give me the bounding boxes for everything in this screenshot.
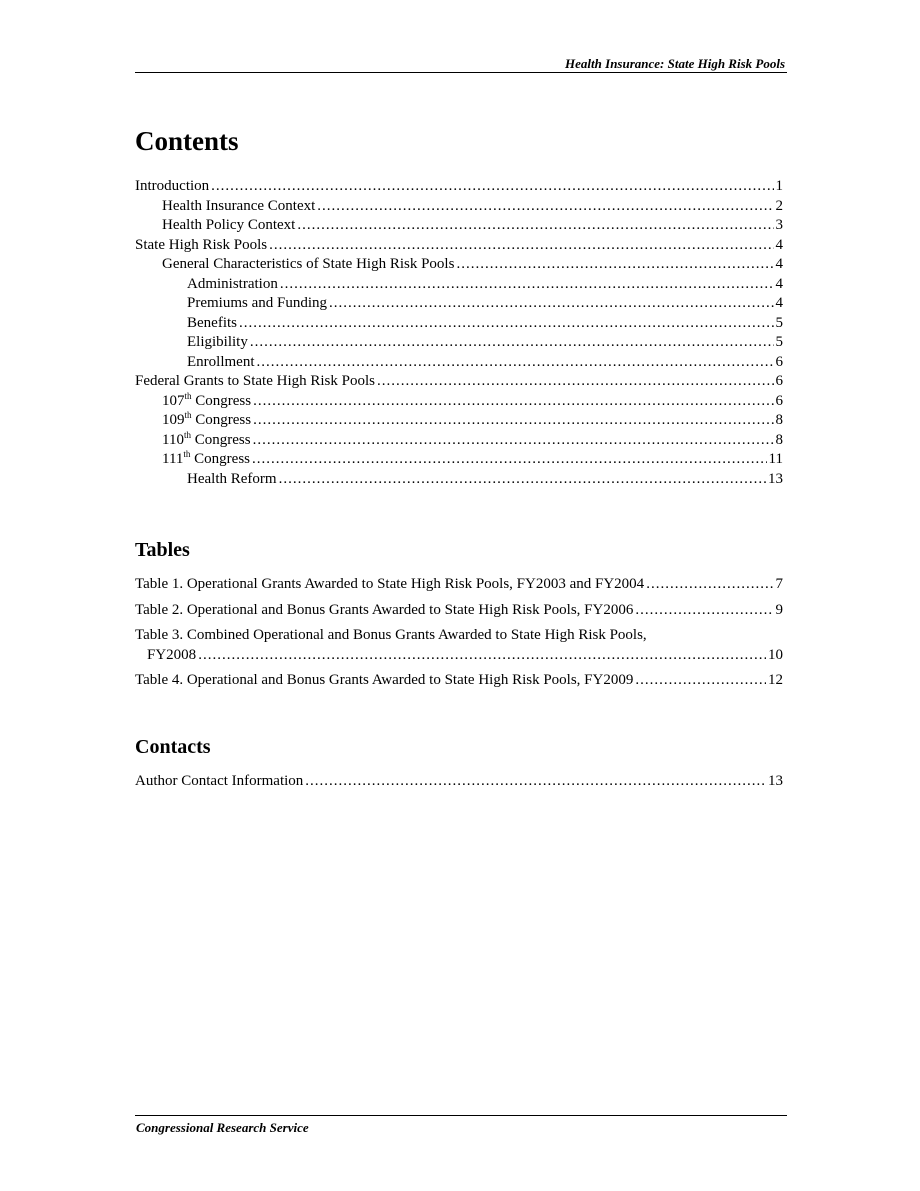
contacts-list bbox=[135, 772, 783, 792]
tables-heading: Tables bbox=[135, 539, 190, 561]
toc-entry-page: 6 bbox=[775, 373, 783, 389]
dot-leader bbox=[377, 372, 774, 392]
contact-entry-label: Author Contact Information bbox=[135, 773, 304, 789]
table-entry-continuation bbox=[135, 646, 783, 666]
toc-entry-administration[interactable] bbox=[135, 275, 783, 295]
toc-entry-benefits[interactable] bbox=[135, 314, 783, 334]
toc-entry-enrollment[interactable] bbox=[135, 353, 783, 373]
toc-entry-label: Federal Grants to State High Risk Pools bbox=[135, 373, 375, 389]
toc-entry-page: 5 bbox=[775, 314, 783, 331]
table-entry-2[interactable] bbox=[135, 601, 783, 621]
toc-entry-label: Introduction bbox=[135, 178, 210, 194]
toc-entry-111th-congress[interactable] bbox=[135, 450, 783, 470]
dot-leader bbox=[279, 470, 766, 490]
toc-entry-page: 3 bbox=[775, 217, 783, 233]
toc-entry-page: 5 bbox=[775, 334, 783, 350]
dot-leader bbox=[198, 646, 766, 666]
ordinal-suffix: th bbox=[183, 429, 191, 440]
table-entry-label: Table 4. Operational and Bonus Grants Awarded to State High Risk Pools, FY2009 bbox=[135, 672, 634, 688]
toc-entry-federal-grants[interactable] bbox=[135, 372, 783, 392]
toc-entry-general-characteristics[interactable] bbox=[135, 255, 783, 275]
toc-entry-page: 11 bbox=[768, 451, 783, 467]
dot-leader bbox=[329, 294, 773, 314]
dot-leader bbox=[646, 575, 773, 595]
toc-entry-premiums-and-funding[interactable] bbox=[135, 294, 783, 314]
contact-entry-author[interactable] bbox=[135, 772, 783, 792]
toc-entry-label: Health Policy Context bbox=[162, 217, 296, 233]
contents-heading: Contents bbox=[135, 126, 239, 156]
toc-entry-label: Premiums and Funding bbox=[187, 295, 328, 311]
dot-leader bbox=[635, 671, 766, 691]
header-rule bbox=[135, 72, 787, 73]
running-header: Health Insurance: State High Risk Pools bbox=[565, 56, 785, 71]
toc-entry-page: 8 bbox=[775, 412, 783, 428]
toc-entry-109th-congress[interactable] bbox=[135, 411, 783, 431]
table-entry-page: 9 bbox=[775, 601, 783, 618]
dot-leader bbox=[253, 431, 774, 451]
toc-entry-label: General Characteristics of State High Risk Pools bbox=[162, 256, 455, 272]
toc-entry-eligibility[interactable] bbox=[135, 333, 783, 353]
toc-entry-label: Administration bbox=[187, 275, 278, 292]
toc-entry-page: 13 bbox=[768, 470, 783, 487]
dot-leader bbox=[280, 275, 774, 295]
contacts-heading: Contacts bbox=[135, 736, 211, 758]
toc-entry-health-policy-context[interactable] bbox=[135, 216, 783, 236]
congress-text: Congress bbox=[190, 431, 251, 448]
table-entry-label: Table 1. Operational Grants Awarded to State High Risk Pools, FY2003 and FY2004 bbox=[135, 576, 645, 592]
toc-entry-label: Health Reform bbox=[187, 470, 277, 487]
congress-number: 111 bbox=[162, 451, 184, 467]
contents-list bbox=[135, 177, 783, 489]
congress-text: Congress bbox=[191, 392, 252, 409]
table-entry-page: 10 bbox=[768, 646, 783, 663]
dot-leader bbox=[269, 236, 773, 256]
dot-leader bbox=[297, 216, 773, 236]
dot-leader bbox=[253, 411, 773, 431]
toc-entry-label bbox=[162, 392, 251, 412]
dot-leader bbox=[635, 601, 773, 621]
toc-entry-label: State High Risk Pools bbox=[135, 236, 268, 253]
table-entry-page: 12 bbox=[768, 672, 783, 688]
footer-rule bbox=[135, 1115, 787, 1116]
congress-text: Congress bbox=[191, 412, 252, 428]
toc-entry-introduction[interactable] bbox=[135, 177, 783, 197]
table-entry-label: Table 2. Operational and Bonus Grants Awarded to State High Risk Pools, FY2006 bbox=[135, 601, 634, 618]
toc-entry-page: 8 bbox=[775, 431, 783, 448]
toc-entry-page: 4 bbox=[775, 295, 783, 311]
toc-entry-label: Eligibility bbox=[187, 334, 248, 350]
toc-entry-page: 1 bbox=[775, 178, 783, 194]
toc-entry-label bbox=[162, 450, 250, 470]
ordinal-suffix: th bbox=[183, 449, 191, 459]
contact-entry-page: 13 bbox=[768, 773, 783, 789]
toc-entry-label bbox=[162, 411, 251, 431]
table-entry-1[interactable] bbox=[135, 575, 783, 595]
toc-entry-label: Benefits bbox=[187, 314, 237, 331]
congress-number: 109 bbox=[162, 412, 185, 428]
ordinal-suffix: th bbox=[184, 390, 192, 401]
dot-leader bbox=[250, 333, 774, 353]
running-footer: Congressional Research Service bbox=[136, 1120, 309, 1135]
toc-entry-page: 6 bbox=[775, 353, 783, 370]
congress-number: 107 bbox=[162, 392, 185, 409]
toc-entry-page: 4 bbox=[775, 275, 783, 292]
dot-leader bbox=[257, 353, 774, 373]
dot-leader bbox=[252, 450, 767, 470]
toc-entry-110th-congress[interactable] bbox=[135, 431, 783, 451]
dot-leader bbox=[305, 772, 766, 792]
toc-entry-label: Health Insurance Context bbox=[162, 197, 316, 214]
dot-leader bbox=[317, 197, 773, 217]
toc-entry-107th-congress[interactable] bbox=[135, 392, 783, 412]
toc-entry-page: 6 bbox=[775, 392, 783, 409]
toc-entry-health-insurance-context[interactable] bbox=[135, 197, 783, 217]
toc-entry-page: 4 bbox=[775, 256, 783, 272]
toc-entry-label: Enrollment bbox=[187, 353, 255, 370]
congress-number: 110 bbox=[162, 431, 184, 448]
table-entry-page: 7 bbox=[775, 576, 783, 592]
table-entry-label-line2: FY2008 bbox=[147, 646, 197, 663]
dot-leader bbox=[239, 314, 774, 334]
table-entry-3[interactable] bbox=[135, 626, 783, 665]
congress-text: Congress bbox=[190, 451, 250, 467]
ordinal-suffix: th bbox=[184, 410, 192, 420]
toc-entry-page: 4 bbox=[775, 236, 783, 253]
toc-entry-page: 2 bbox=[775, 197, 783, 214]
dot-leader bbox=[456, 255, 773, 275]
toc-entry-state-high-risk-pools[interactable] bbox=[135, 236, 783, 256]
dot-leader bbox=[253, 392, 773, 412]
toc-entry-label bbox=[162, 431, 251, 451]
dot-leader bbox=[211, 177, 773, 197]
toc-entry-health-reform[interactable] bbox=[135, 470, 783, 490]
table-entry-label-line1: Table 3. Combined Operational and Bonus Grants Awarded to State High Risk Pools, bbox=[135, 627, 647, 643]
tables-list bbox=[135, 575, 783, 697]
table-entry-4[interactable] bbox=[135, 671, 783, 691]
